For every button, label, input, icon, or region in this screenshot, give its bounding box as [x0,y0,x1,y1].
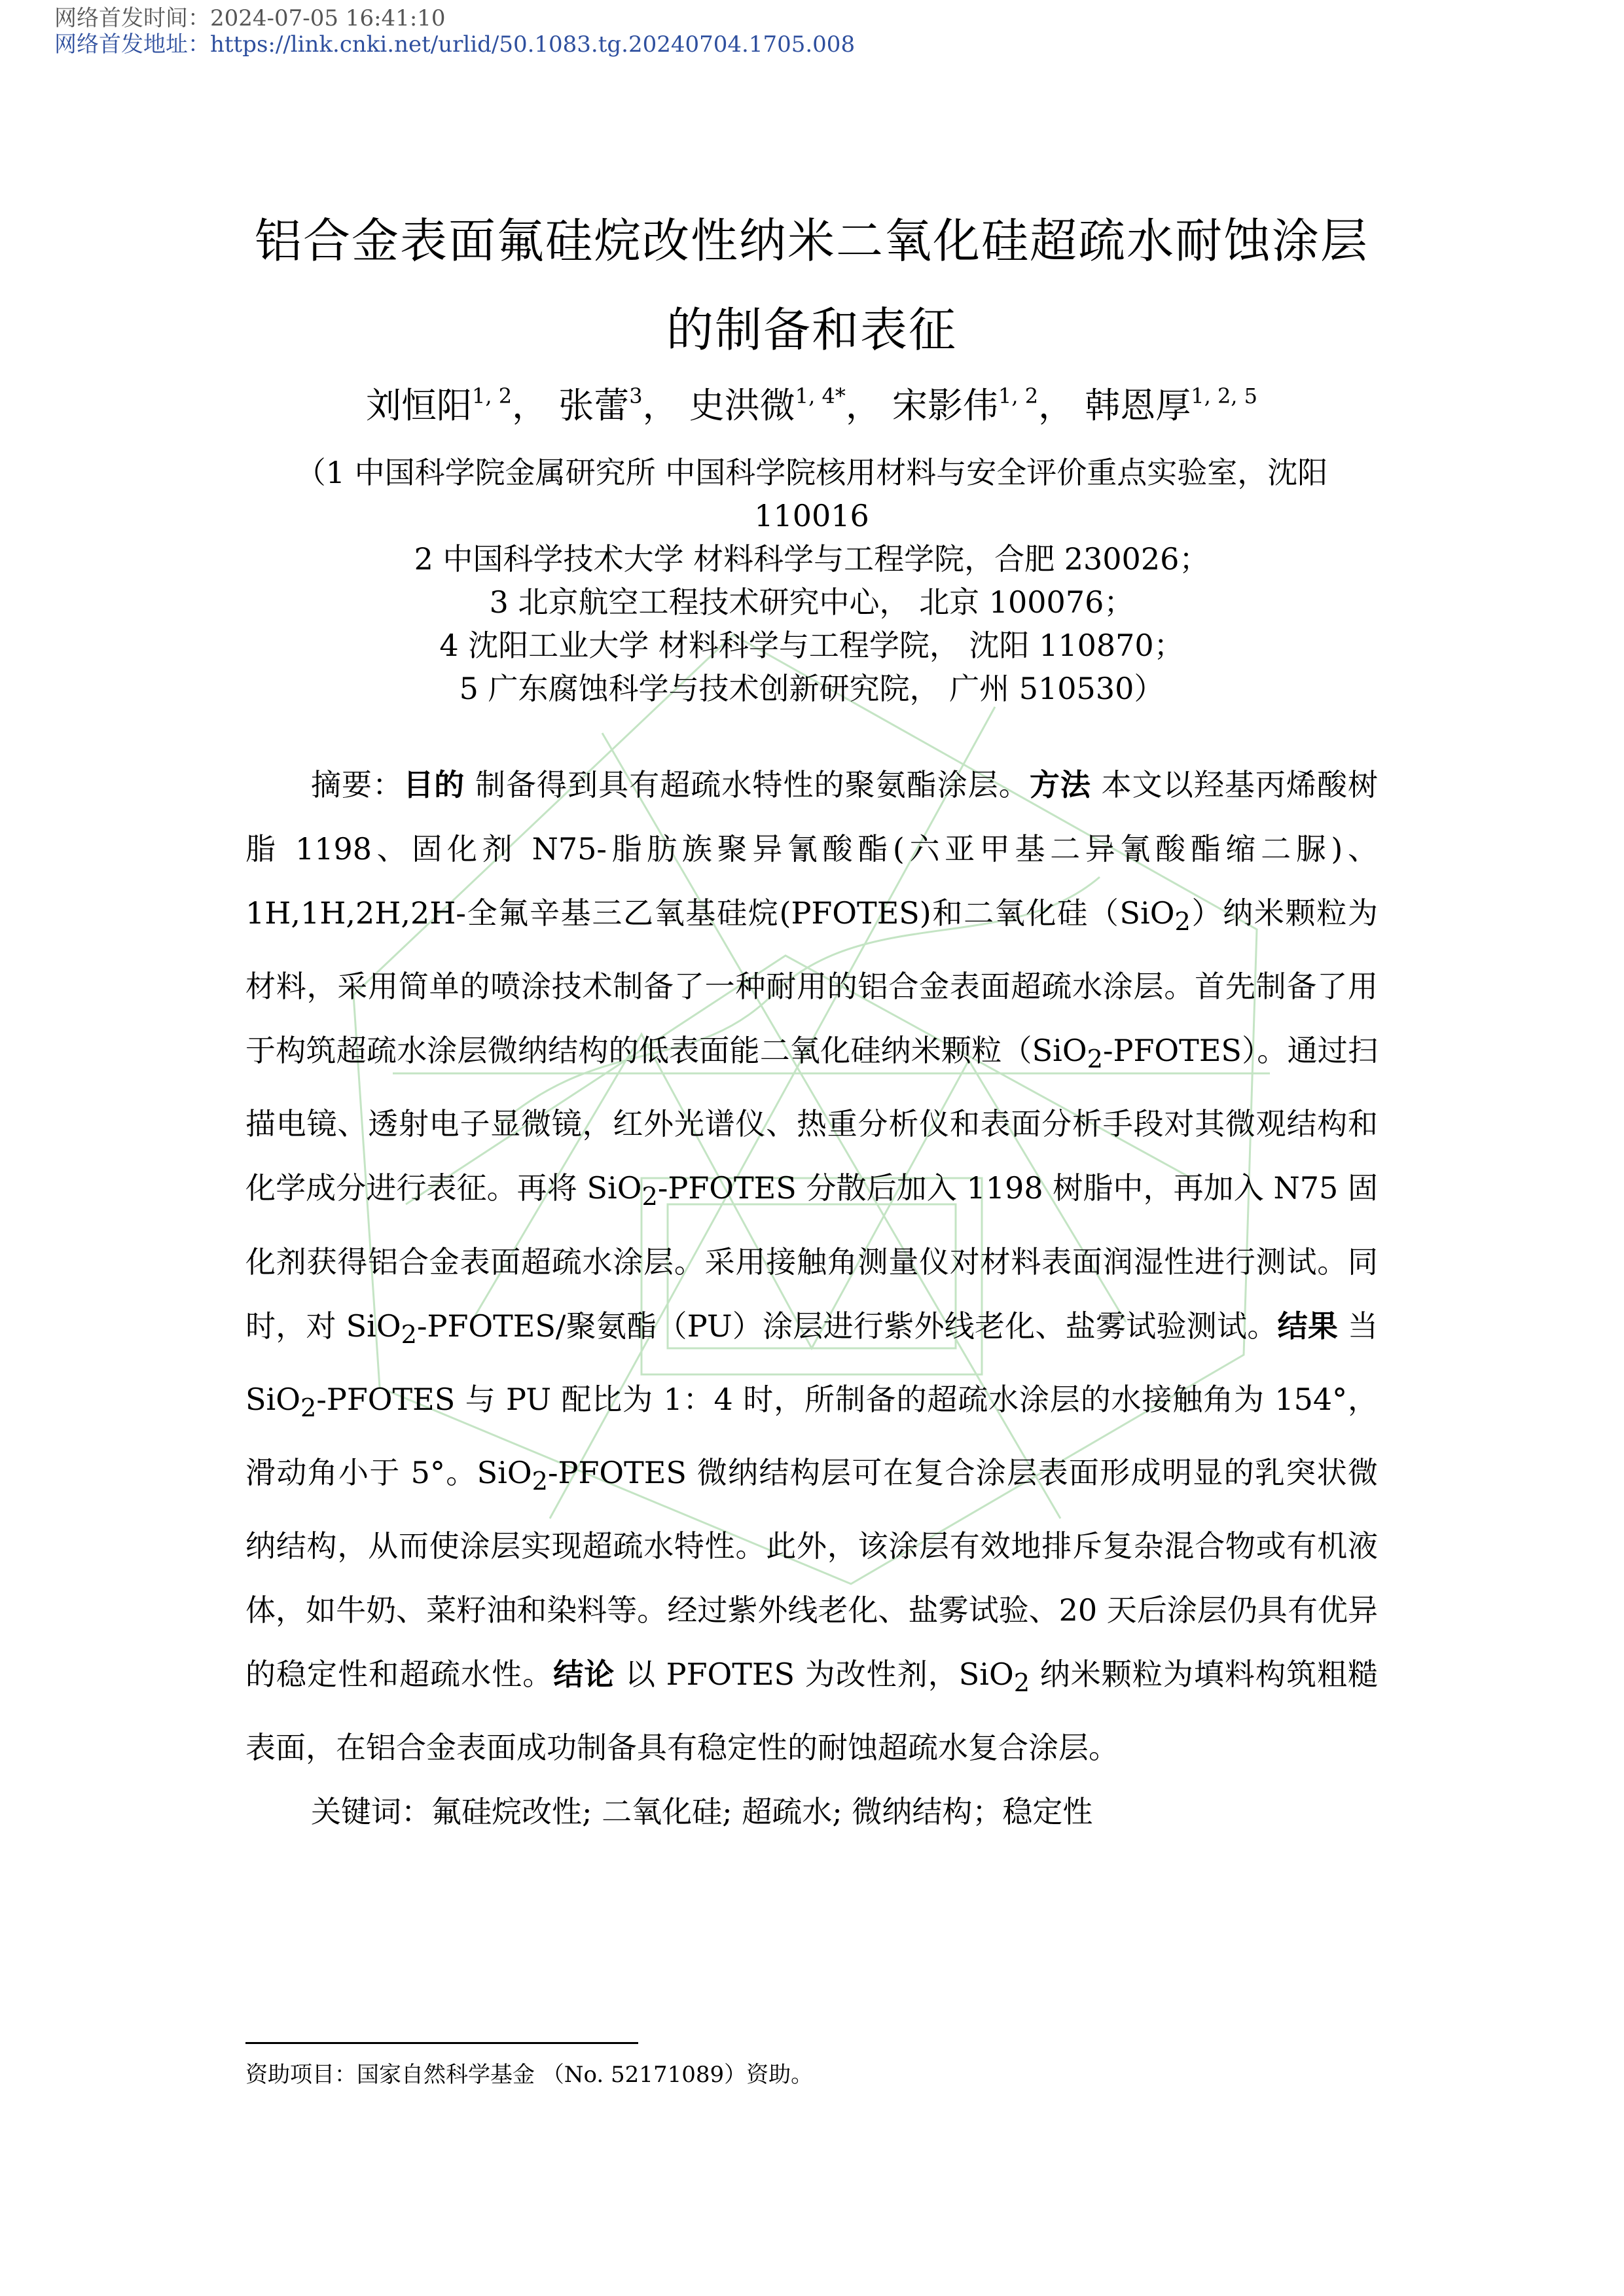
subscript: 2 [1013,1668,1030,1698]
method-text: 本文以羟基丙烯酸树脂 1198、固化剂 N75-脂肪族聚异氰酸酯(六亚甲基二异氰酸酯缩二脲)、1H,1H,2H,2H-全氟辛基三乙氧基硅烷(PFOTES)和二氧化硅（SiO [245,767,1379,931]
author-affiliation-mark: 1, 2 [998,384,1039,408]
affiliation-line: 2 中国科学技术大学 材料科学与工程学院，合肥 230026； [414,541,1210,577]
footnote-rule [245,2042,638,2044]
keywords-text: 氟硅烷改性; 二氧化硅; 超疏水; 微纳结构；稳定性 [431,1794,1093,1830]
author-separator: ， [642,385,678,426]
affiliation-line: 4 沈阳工业大学 材料科学与工程学院， 沈阳 110870； [439,628,1184,663]
conclusion-text: 以 PFOTES 为改性剂，SiO [615,1657,1014,1693]
title-line-1: 铝合金表面氟硅烷改性纳米二氧化硅超疏水耐蚀涂层 [254,213,1369,268]
method-text: -PFOTES/聚氨酯（PU）涂层进行紫外线老化、盐雾试验测试。 [417,1308,1278,1344]
abstract-label: 摘要： [311,767,404,802]
method-text: -PFOTES）。通过扫描电镜、透射电子显微镜，红外光谱仪、热重分析仪和表面分析手段对其微观结构和化学成分进行表征。再将 SiO [245,1033,1379,1206]
objective-text: 制备得到具有超疏水特性的聚氨酯涂层。 [465,767,1030,802]
author-separator: ， [512,385,548,426]
author-affiliation-mark: 1, 2, 5 [1191,384,1257,408]
publish-address-label: 网络首发地址： [54,31,210,58]
keywords-label: 关键词： [311,1794,431,1830]
affiliation-line: （1 中国科学院金属研究所 中国科学院核用材料与安全评价重点实验室，沈阳 [295,455,1328,490]
title-line-2: 的制备和表征 [666,302,957,357]
conclusion-text: 纳米颗粒为填料构筑粗糙表面，在铝合金表面成功制备具有稳定性的耐蚀超疏水复合涂层。 [245,1657,1379,1766]
subscript: 2 [641,1182,658,1212]
author-affiliation-mark: 1, 2 [472,384,513,408]
keywords [245,1780,1378,1844]
abstract [245,753,1378,1844]
author-affiliation-mark: 3 [629,384,643,408]
author-affiliation-mark: 1, 4* [795,384,846,408]
subscript: 2 [1174,907,1191,937]
author-name: 宋影伟 [892,385,998,426]
author-name: 史洪微 [689,385,795,426]
affiliation-line: 110016 [754,498,869,533]
result-label: 结果 [1277,1308,1339,1344]
author-separator: ， [845,385,881,426]
publish-address [54,31,855,58]
affiliation-line: 3 北京航空工程技术研究中心， 北京 100076； [489,584,1134,620]
method-text: ）纳米颗粒为材料，采用简单的喷涂技术制备了一种耐用的铝合金表面超疏水涂层。首先制备了用于构筑超疏水涂层微纳结构的低表面能二氧化硅纳米颗粒（SiO [245,895,1378,1069]
author-name: 韩恩厚 [1085,385,1191,426]
affiliation-line: 5 广东腐蚀科学与技术创新研究院， 广州 510530） [459,671,1164,706]
subscript: 2 [401,1319,417,1350]
abstract-paragraph [245,753,1378,1780]
publish-time-value: 2024-07-05 16:41:10 [210,5,446,31]
publish-time [54,5,446,31]
author-list [196,380,1427,432]
subscript: 2 [532,1467,548,1497]
author-name: 刘恒阳 [366,385,472,426]
author-separator: ， [1038,385,1074,426]
result-text: 当 SiO [245,1308,1379,1417]
funding-footnote: 资助项目：国家自然科学基金 （No. 52171089）资助。 [245,2062,814,2088]
result-text: -PFOTES 与 PU 配比为 1：4 时，所制备的超疏水涂层的水接触角为 154°，滑动角小于 5°。SiO [245,1381,1378,1490]
author-name: 张蕾 [558,385,630,426]
subscript: 2 [300,1393,317,1423]
conclusion-label: 结论 [553,1657,615,1693]
publish-time-label: 网络首发时间： [54,5,210,31]
method-text: -PFOTES 分散后加入 1198 树脂中，再加入 N75 固化剂获得铝合金表面超疏水涂层。采用接触角测量仪对材料表面润湿性进行测试。同时，对 SiO [245,1170,1378,1344]
result-text: -PFOTES 微纳结构层可在复合涂层表面形成明显的乳突状微纳结构，从而使涂层实现超疏水特性。此外，该涂层有效地排斥复杂混合物或有机液体，如牛奶、菜籽油和染料等。经过紫外线老化、盐雾试验、20 天后涂层仍具有优异的稳定性和超疏水性。 [245,1454,1378,1693]
publish-url-link[interactable]: https://link.cnki.net/urlid/50.1083.tg.20240704.1705.008 [210,31,856,58]
paper-title [196,196,1427,374]
method-label: 方法 [1029,767,1091,802]
subscript: 2 [1087,1045,1104,1075]
objective-label: 目的 [403,767,465,802]
